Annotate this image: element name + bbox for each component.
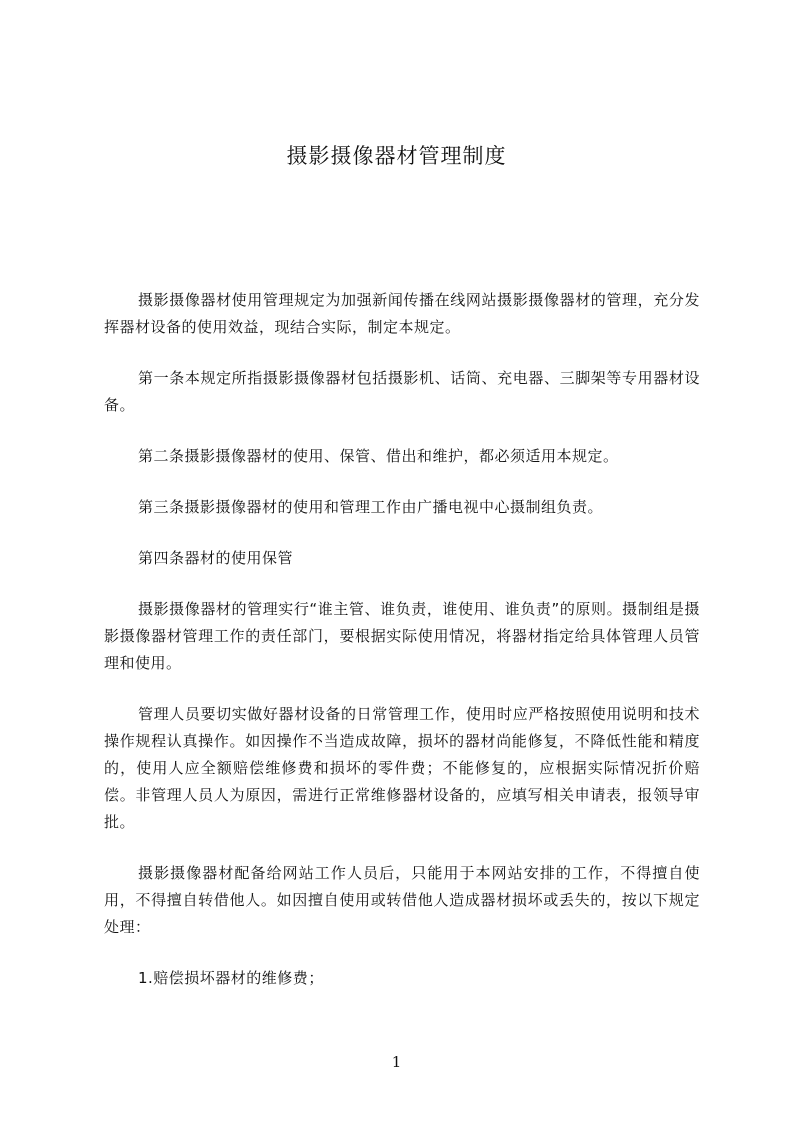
document-body <box>104 287 700 1016</box>
paragraph-principle: 摄影摄像器材的管理实行“谁主管、谁负责，谁使用、谁负责”的原则。摄制组是摄影摄像器材管理工作的责任部门，要根据实际使用情况，将器材指定给具体管理人员管理和使用。 <box>104 600 700 672</box>
page-number: 1 <box>391 1053 402 1071</box>
paragraph-article-1: 第一条本规定所指摄影摄像器材包括摄影机、话筒、充电器、三脚架等专用器材设备。 <box>104 369 700 414</box>
paragraph-article-2: 第二条摄影摄像器材的使用、保管、借出和维护，都必须适用本规定。 <box>138 447 619 465</box>
paragraph-intro: 摄影摄像器材使用管理规定为加强新闻传播在线网站摄影摄像器材的管理，充分发挥器材设备的使用效益，现结合实际，制定本规定。 <box>104 291 700 336</box>
paragraph-maintenance: 管理人员要切实做好器材设备的日常管理工作，使用时应严格按照使用说明和技术操作规程认真操作。如因操作不当造成故障，损坏的器材尚能修复，不降低性能和精度的，使用人应全额赔偿维修费和损坏的零件费；不能修复的，应根据实际情况折价赔偿。非管理人员人为原因，需进行正常维修器材设备的，应填写相关申请表，报领导审批。 <box>104 705 700 831</box>
paragraph-article-4-heading: 第四条器材的使用保管 <box>138 549 294 567</box>
list-item-compensation: 1.赔偿损坏器材的维修费； <box>138 969 324 987</box>
document-title: 摄影摄像器材管理制度 <box>286 144 507 168</box>
paragraph-article-3: 第三条摄影摄像器材的使用和管理工作由广播电视中心摄制组负责。 <box>138 498 604 516</box>
paragraph-usage-restriction: 摄影摄像器材配备给网站工作人员后，只能用于本网站安排的工作，不得擅自使用，不得擅自转借他人。如因擅自使用或转借他人造成器材损坏或丢失的，按以下规定处理： <box>104 864 700 936</box>
